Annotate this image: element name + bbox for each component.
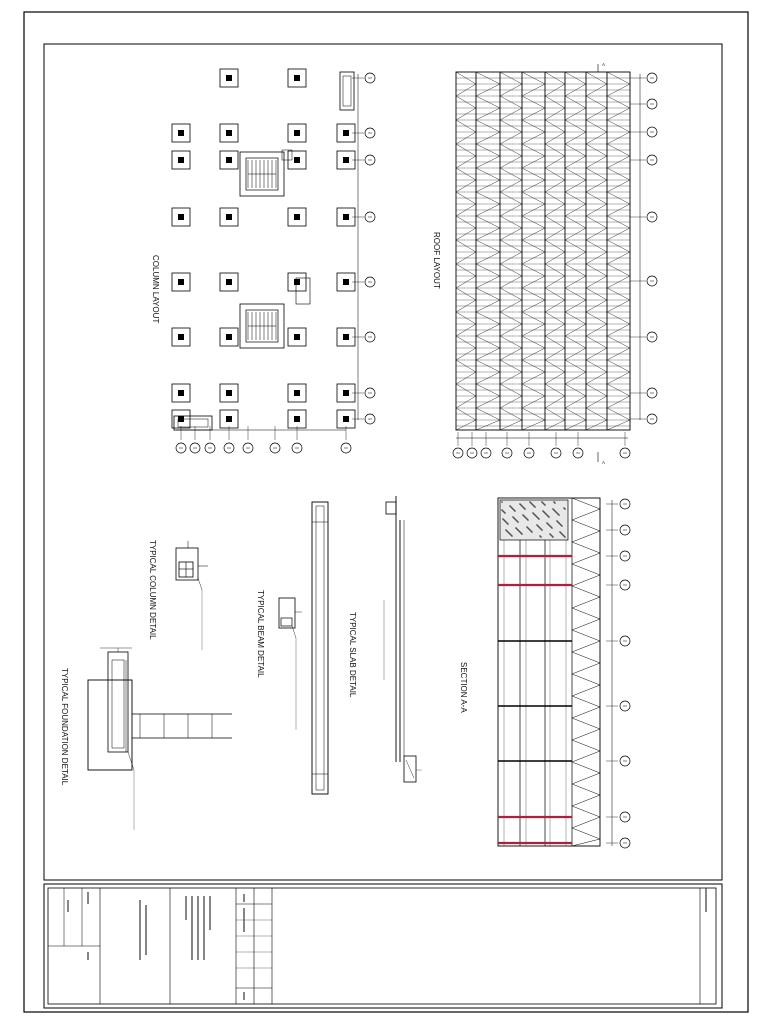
grid-bubble [365, 128, 375, 138]
grid-bubble [341, 443, 351, 453]
grid-bubble [620, 525, 630, 535]
stair-well [240, 304, 284, 348]
beam-detail [279, 502, 328, 794]
tank-top [340, 72, 354, 110]
column-footing [172, 273, 190, 291]
grid-bubble [365, 155, 375, 165]
grid-bubble [620, 636, 630, 646]
roof-truss [572, 498, 600, 846]
column-detail [176, 541, 208, 650]
grid-bubble [647, 73, 657, 83]
grid-bubble [620, 448, 630, 458]
grid-bubble [647, 414, 657, 424]
grid-bubble [647, 332, 657, 342]
grid-bubble [573, 448, 583, 458]
column-footing [172, 151, 190, 169]
column-footing [220, 273, 238, 291]
grid-bubble [620, 701, 630, 711]
grid-bubble [481, 448, 491, 458]
column-footing [220, 69, 238, 87]
beam-detail-title: TYPICAL BEAM DETAIL [256, 590, 265, 678]
grid-bubble [620, 580, 630, 590]
grid-bubble [647, 127, 657, 137]
column-footing [172, 384, 190, 402]
grid-bubble [365, 73, 375, 83]
section-aa [498, 498, 630, 848]
title-block [44, 884, 722, 1008]
foundation-detail-title: TYPICAL FOUNDATION DETAIL [60, 668, 69, 786]
grid-bubble [205, 443, 215, 453]
foundation-detail [88, 648, 232, 830]
roof-layout [453, 72, 657, 458]
column-footing [172, 208, 190, 226]
grid-bubble [365, 332, 375, 342]
column-footing [288, 69, 306, 87]
grid-bubble [647, 388, 657, 398]
column-detail-title: TYPICAL COLUMN DETAIL [148, 540, 157, 640]
column-footing [288, 384, 306, 402]
grid-bubble [365, 414, 375, 424]
grid-bubble [620, 812, 630, 822]
grid-bubble [551, 448, 561, 458]
column-footing [220, 328, 238, 346]
section-aa-title: SECTION A-A [459, 662, 468, 713]
grid-bubble [620, 499, 630, 509]
grid-bubble [243, 443, 253, 453]
slab-detail [384, 496, 422, 782]
grid-bubble [365, 212, 375, 222]
stair-well [240, 152, 284, 196]
column-footing [220, 208, 238, 226]
section-marker-top [598, 62, 605, 72]
column-footing [288, 208, 306, 226]
roof-layout-title: ROOF LAYOUT [432, 232, 441, 289]
column-footing [220, 124, 238, 142]
column-layout [172, 69, 375, 453]
column-footing [172, 328, 190, 346]
column-footing [288, 410, 306, 428]
grid-bubble [270, 443, 280, 453]
grid-bubble [647, 212, 657, 222]
column-footing [288, 124, 306, 142]
grid-bubble [224, 443, 234, 453]
grid-bubble [365, 277, 375, 287]
drawing-area-border [44, 44, 722, 880]
grid-bubble [502, 448, 512, 458]
grid-bubble [467, 448, 477, 458]
grid-bubble [620, 838, 630, 848]
column-footing [220, 410, 238, 428]
column-footing [220, 384, 238, 402]
column-footing [288, 328, 306, 346]
section-marker-label: A [602, 62, 606, 67]
column-layout-title: COLUMN LAYOUT [151, 255, 160, 324]
grid-bubble [620, 756, 630, 766]
grid-bubble [647, 276, 657, 286]
grid-bubble [524, 448, 534, 458]
grid-bubble [647, 99, 657, 109]
grid-bubble [647, 155, 657, 165]
column-footing [220, 151, 238, 169]
grid-bubble [365, 388, 375, 398]
grid-bubble [176, 443, 186, 453]
water-tank [500, 500, 568, 540]
slab-detail-title: TYPICAL SLAB DETAIL [348, 612, 357, 698]
column-footing [288, 273, 306, 291]
grid-bubble [190, 443, 200, 453]
grid-bubble [292, 443, 302, 453]
section-marker-label-bottom: A [602, 460, 606, 465]
column-footing [172, 124, 190, 142]
grid-bubble [620, 551, 630, 561]
grid-bubble [453, 448, 463, 458]
section-marker-bottom [598, 452, 605, 465]
